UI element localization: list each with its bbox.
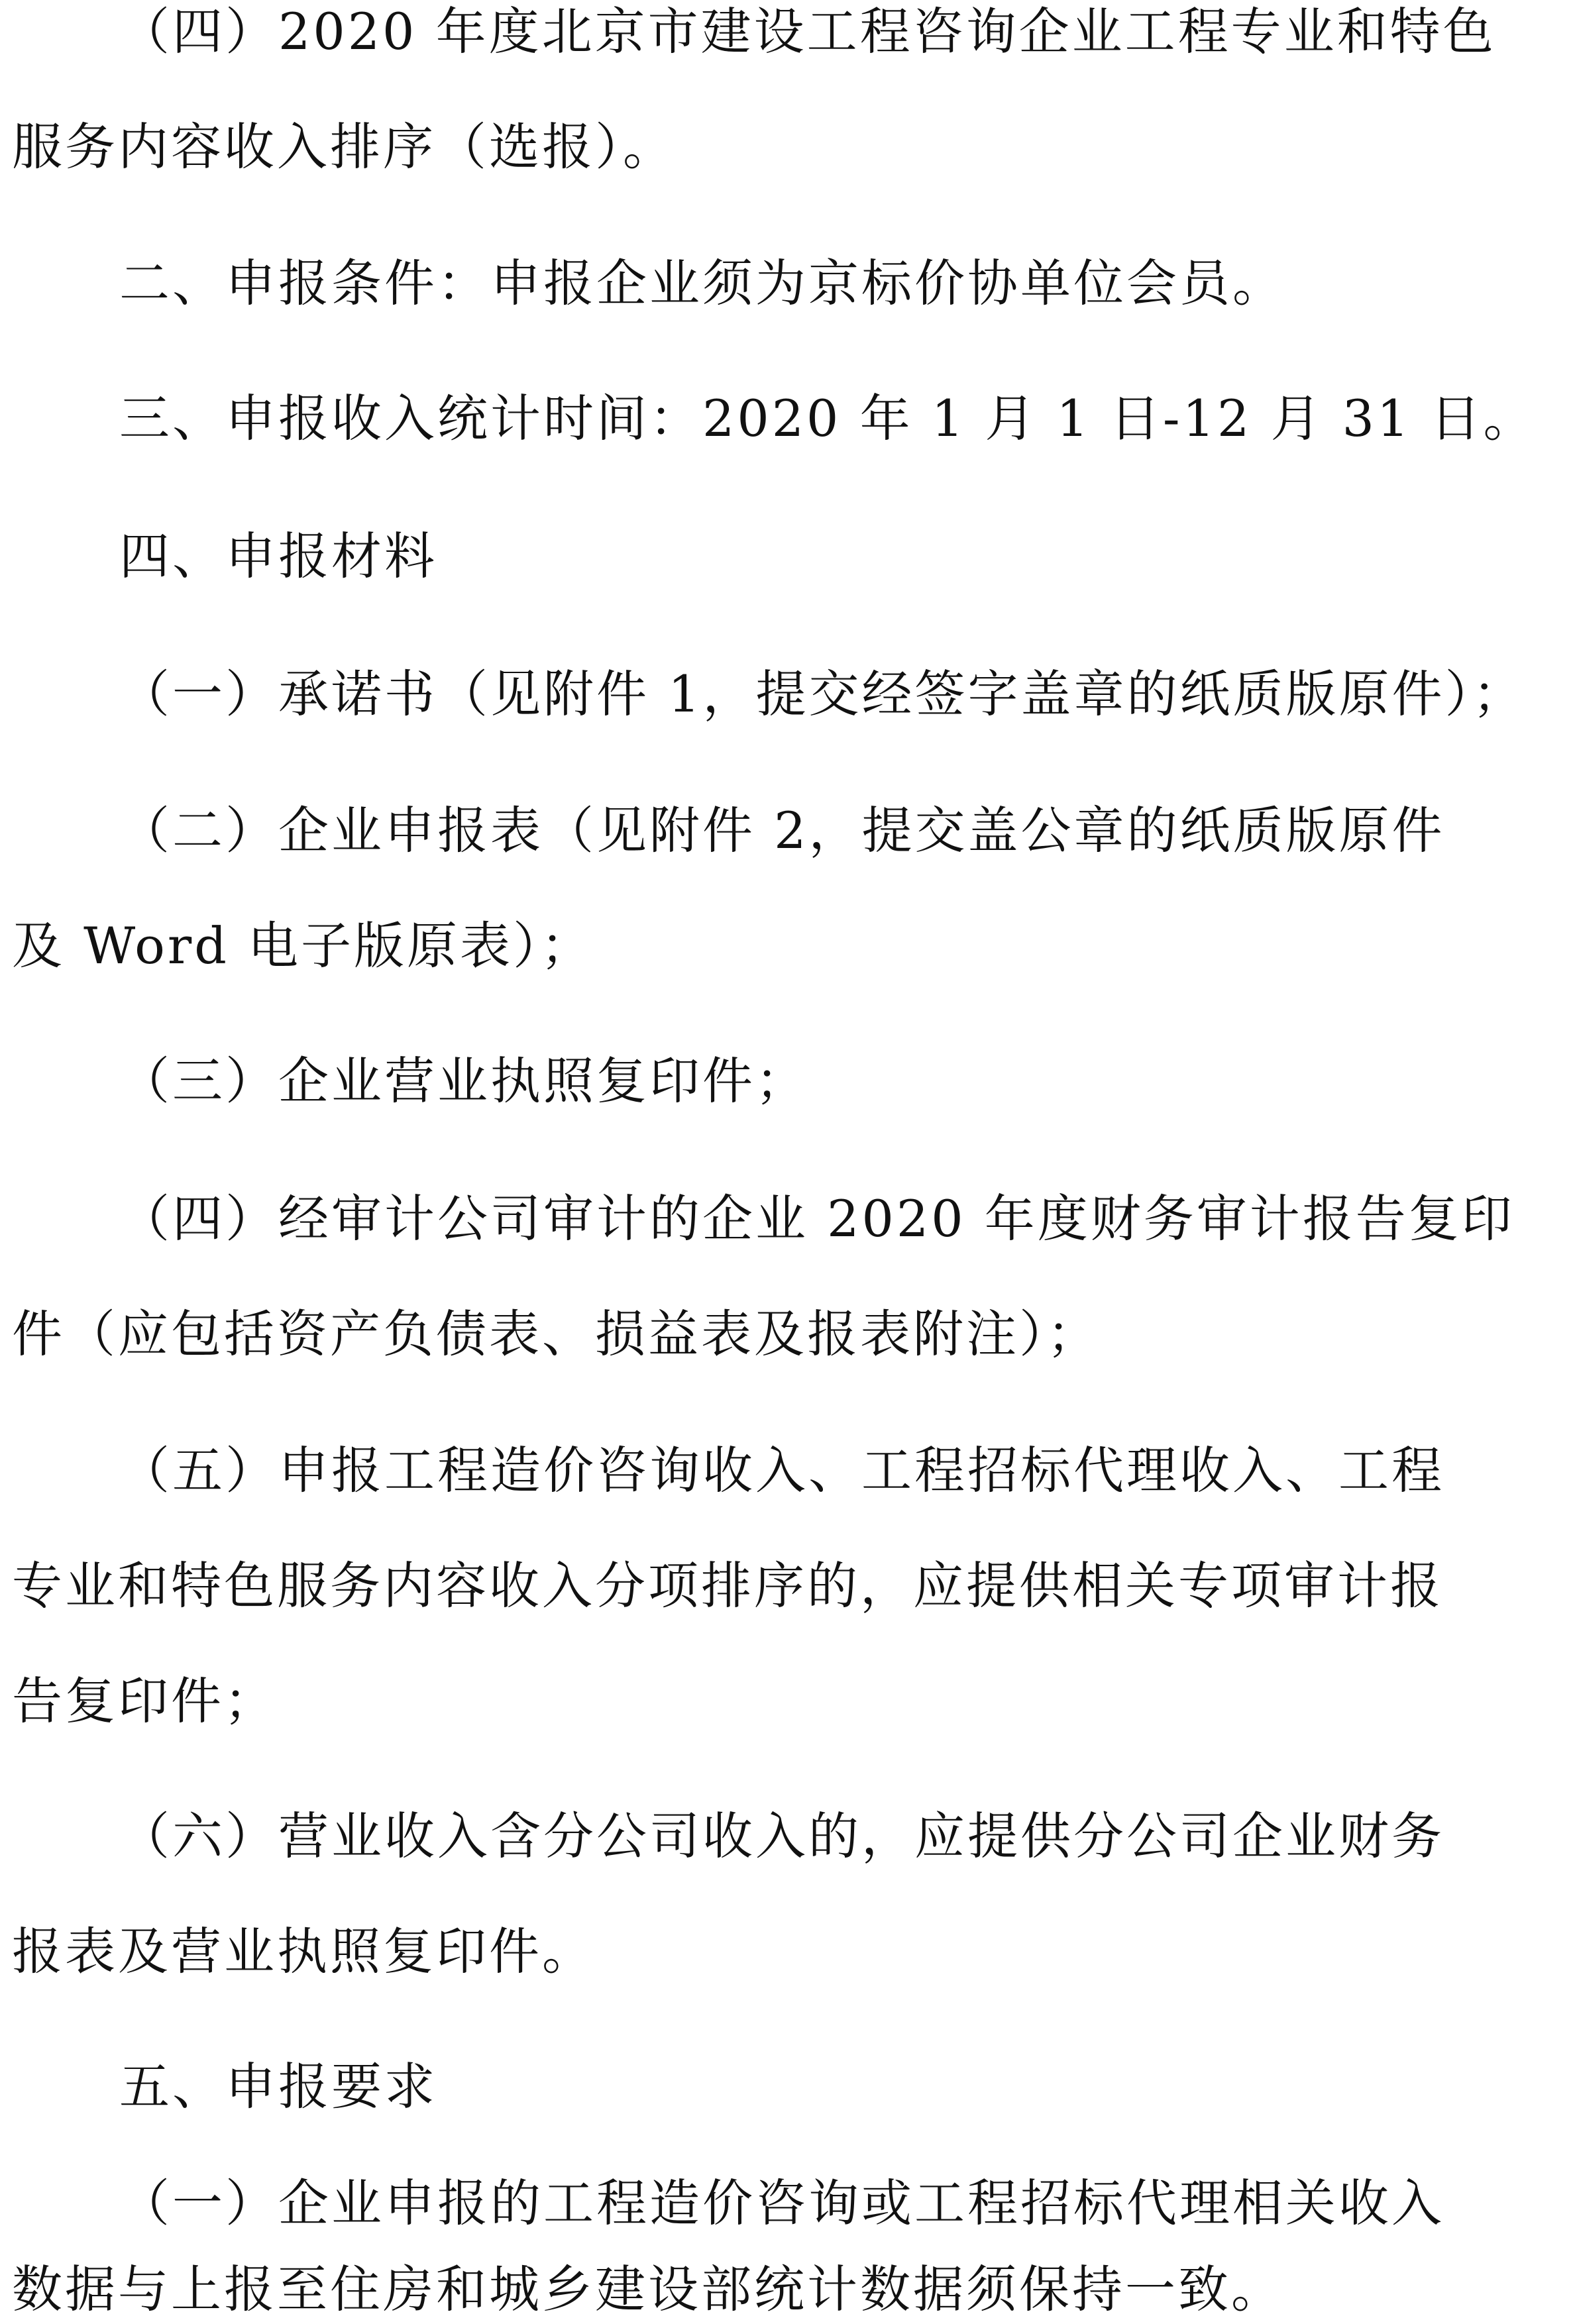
text-line-7: （二）企业申报表（见附件 2，提交盖公章的纸质版原件 bbox=[119, 801, 1445, 860]
text-line-9: （三）企业营业执照复印件； bbox=[119, 1051, 808, 1110]
text-line-1: （四）2020 年度北京市建设工程咨询企业工程专业和特色 bbox=[119, 2, 1496, 61]
text-line-18: （一）企业申报的工程造价咨询或工程招标代理相关收入 bbox=[119, 2174, 1444, 2233]
text-line-3: 二、申报条件：申报企业须为京标价协单位会员。 bbox=[119, 254, 1285, 313]
text-line-19: 数据与上报至住房和城乡建设部统计数据须保持一致。 bbox=[12, 2260, 1284, 2319]
text-line-12: （五）申报工程造价咨询收入、工程招标代理收入、工程 bbox=[119, 1441, 1444, 1500]
text-line-17: 五、申报要求 bbox=[119, 2057, 437, 2116]
text-line-15: （六）营业收入含分公司收入的，应提供分公司企业财务 bbox=[119, 1807, 1444, 1866]
text-line-14: 告复印件； bbox=[12, 1671, 277, 1730]
text-line-6: （一）承诺书（见附件 1，提交经签字盖章的纸质版原件）； bbox=[119, 664, 1526, 723]
text-line-10: （四）经审计公司审计的企业 2020 年度财务审计报告复印 bbox=[119, 1189, 1515, 1248]
text-line-8: 及 Word 电子版原表）； bbox=[12, 916, 594, 975]
text-line-5: 四、申报材料 bbox=[119, 527, 437, 586]
text-line-13: 专业和特色服务内容收入分项排序的，应提供相关专项审计报 bbox=[12, 1556, 1443, 1615]
text-line-2: 服务内容收入排序（选报）。 bbox=[12, 117, 676, 176]
text-line-16: 报表及营业执照复印件。 bbox=[12, 1922, 595, 1981]
text-line-11: 件（应包括资产负债表、损益表及报表附注）； bbox=[12, 1304, 1100, 1363]
text-line-4: 三、申报收入统计时间：2020 年 1 月 1 日-12 月 31 日。 bbox=[119, 389, 1537, 448]
